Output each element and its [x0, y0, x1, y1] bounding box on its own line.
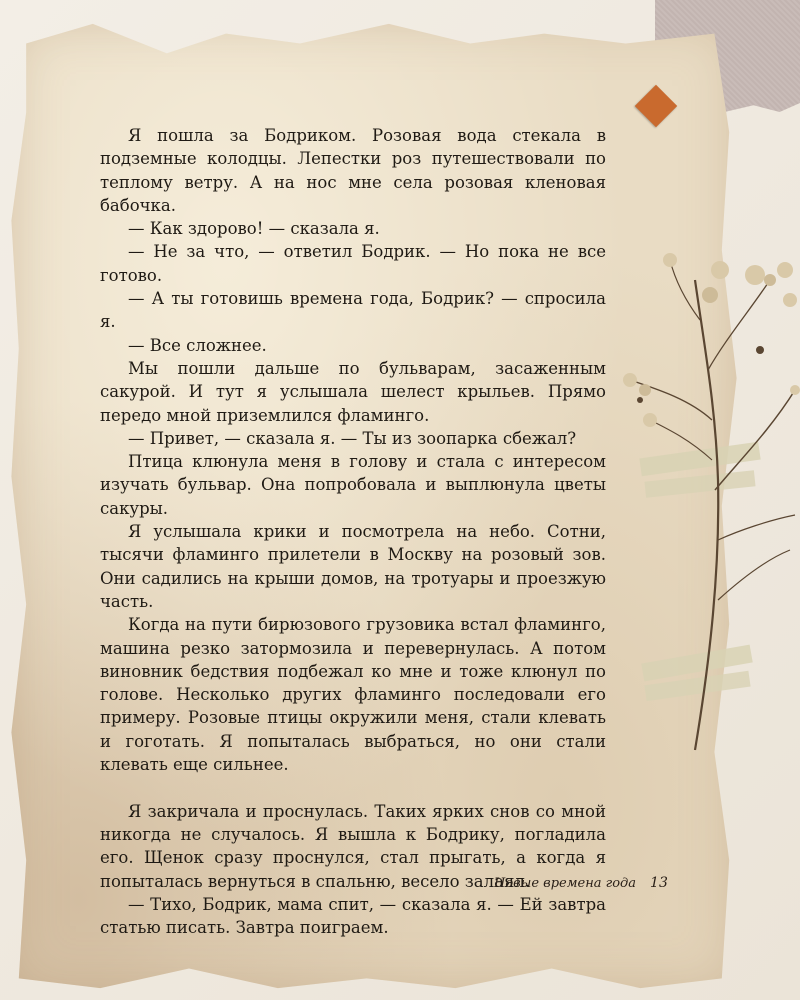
paragraph: — А ты готовишь времена года, Бодрик? — спросила я.: [100, 289, 606, 332]
paragraph: — Тихо, Бодрик, мама спит, — сказала я. — Ей завтра статью писать. Завтра поиграем.: [100, 894, 606, 938]
paragraph: Птица клюнула меня в голову и стала с интересом изучать бульвар. Она попробовала и выплюнула цветы сакуры.: [100, 452, 606, 518]
paragraph: Когда на пути бирюзового грузовика встал фламинго, машина резко затормозила и перевернулась. А потом виновник бедствия подбежал ко мне и тоже клюнул по голове. Несколько других фламинго последовали его примеру. Розовые птицы окружили меня, стали клевать и гоготать. Я попыталась выбраться, но они стали клевать еще сильнее.: [100, 615, 606, 775]
paragraph: Я закричала и проснулась. Таких ярких снов со мной никогда не случалось. Я вышла к Бодрику, погладила его. Щенок сразу проснулся, стал прыгать, а когда я попыталась вернуться в спальню, весело залаял.: [100, 801, 606, 891]
paragraph-spacer: [100, 776, 606, 799]
dried-flower-decoration: [600, 240, 800, 760]
paragraph: — Привет, — сказала я. — Ты из зоопарка сбежал?: [128, 428, 577, 448]
paragraph: Я услышала крики и посмотрела на небо. Сотни, тысячи фламинго прилетели в Москву на розовый зов. Они садились на крыши домов, на тротуары и проезжую часть.: [100, 522, 606, 611]
paragraph: Я пошла за Бодриком. Розовая вода стекала в подземные колодцы. Лепестки роз путешествовали по теплому ветру. А на нос мне села розовая кленовая бабочка.: [100, 126, 606, 215]
book-title: Новые времена года: [494, 876, 637, 891]
page-footer: [494, 875, 668, 891]
story-text: [100, 124, 606, 939]
dried-flower-icon: [600, 240, 800, 760]
page-number: 13: [650, 875, 668, 891]
paragraph: — Все сложнее.: [128, 335, 267, 355]
paragraph: — Как здорово! — сказала я.: [128, 219, 380, 239]
washi-tape-strip: [644, 470, 755, 497]
paragraph: Мы пошли дальше по бульварам, засаженным сакурой. И тут я услышала шелест крыльев. Прямо передо мной приземлился фламинго.: [100, 358, 606, 425]
paragraph: — Не за что, — ответил Бодрик. — Но пока не все готово.: [100, 242, 606, 285]
